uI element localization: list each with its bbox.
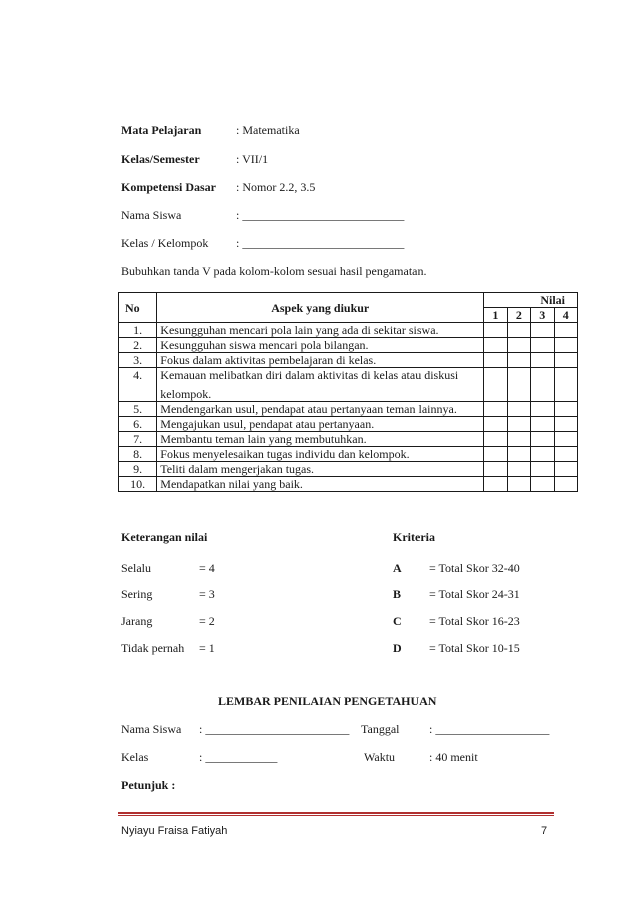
score-cell-4[interactable] (554, 477, 577, 492)
value-kelas-semester: : VII/1 (236, 152, 269, 166)
observation-table (118, 292, 578, 492)
row-no: 9. (119, 462, 157, 477)
petunjuk-label: Petunjuk : (121, 778, 176, 792)
row-no: 10. (119, 477, 157, 492)
value-kompetensi-dasar: : Nomor 2.2, 3.5 (236, 180, 316, 194)
lembar-tanggal-value: : ___________________ (429, 722, 550, 736)
lembar-tanggal-label: Tanggal (361, 722, 400, 736)
header-nilai-1: 1 (484, 308, 507, 323)
row-no: 6. (119, 417, 157, 432)
score-cell-3[interactable] (531, 417, 554, 432)
score-cell-1[interactable] (484, 353, 507, 368)
score-cell-3[interactable] (531, 432, 554, 447)
score-cell-3[interactable] (531, 323, 554, 338)
score-cell-4[interactable] (554, 447, 577, 462)
score-cell-2[interactable] (507, 447, 530, 462)
row-aspek: Teliti dalam mengerjakan tugas. (157, 462, 484, 477)
score-cell-2[interactable] (507, 462, 530, 477)
row-aspek-line1: Kemauan melibatkan diri dalam aktivitas di kelas atau diskusi (160, 368, 459, 382)
table-row (119, 402, 578, 417)
kriteria-value-d: = Total Skor 10-15 (429, 641, 520, 655)
row-aspek: Mengajukan usul, pendapat atau pertanyaan. (157, 417, 484, 432)
kriteria-value-a: = Total Skor 32-40 (429, 561, 520, 575)
score-cell-4[interactable] (554, 323, 577, 338)
table-row (119, 447, 578, 462)
row-no: 3. (119, 353, 157, 368)
row-no: 5. (119, 402, 157, 417)
table-row (119, 353, 578, 368)
score-cell-2[interactable] (507, 432, 530, 447)
lembar-kelas-label: Kelas (121, 750, 149, 764)
row-no: 2. (119, 338, 157, 353)
score-cell-1[interactable] (484, 447, 507, 462)
header-no: No (119, 293, 157, 323)
keterangan-value-tidak-pernah: = 1 (199, 641, 215, 655)
footer-page-number: 7 (541, 825, 548, 837)
score-cell-1[interactable] (484, 323, 507, 338)
score-cell-3[interactable] (531, 447, 554, 462)
kriteria-grade-c: C (393, 614, 402, 628)
instruction-text: Bubuhkan tanda V pada kolom-kolom sesuai hasil pengamatan. (121, 264, 427, 278)
keterangan-label-jarang: Jarang (121, 614, 153, 628)
score-cell-2[interactable] (507, 368, 530, 402)
kriteria-grade-a: A (393, 561, 402, 575)
kriteria-grade-b: B (393, 587, 402, 601)
table-header-row (119, 293, 578, 308)
score-cell-2[interactable] (507, 353, 530, 368)
keterangan-value-sering: = 3 (199, 587, 215, 601)
lembar-kelas-value: : ____________ (199, 750, 278, 764)
label-nama-siswa: Nama Siswa (121, 208, 182, 222)
lembar-waktu-value: : 40 menit (429, 750, 478, 764)
row-aspek (157, 368, 484, 402)
row-no: 7. (119, 432, 157, 447)
keterangan-label-tidak-pernah: Tidak pernah (121, 641, 185, 655)
row-no: 8. (119, 447, 157, 462)
kriteria-value-b: = Total Skor 24-31 (429, 587, 520, 601)
table-row (119, 477, 578, 492)
footer-rule (118, 812, 554, 814)
score-cell-1[interactable] (484, 417, 507, 432)
keterangan-title: Keterangan nilai (121, 530, 208, 544)
value-kelas-kelompok: : ___________________________ (236, 236, 405, 250)
table-row (119, 462, 578, 477)
row-aspek: Membantu teman lain yang membutuhkan. (157, 432, 484, 447)
row-no: 1. (119, 323, 157, 338)
header-nilai-2: 2 (507, 308, 530, 323)
kriteria-value-c: = Total Skor 16-23 (429, 614, 520, 628)
score-cell-4[interactable] (554, 402, 577, 417)
score-cell-1[interactable] (484, 477, 507, 492)
lembar-nama-label: Nama Siswa (121, 722, 182, 736)
header-nilai: Nilai (484, 293, 578, 308)
keterangan-label-selalu: Selalu (121, 561, 151, 575)
header-nilai-3: 3 (531, 308, 554, 323)
score-cell-1[interactable] (484, 462, 507, 477)
score-cell-3[interactable] (531, 353, 554, 368)
label-kompetensi-dasar: Kompetensi Dasar (121, 180, 216, 194)
table-row (119, 417, 578, 432)
row-aspek: Mendengarkan usul, pendapat atau pertanyaan teman lainnya. (157, 402, 484, 417)
label-kelas-kelompok: Kelas / Kelompok (121, 236, 209, 250)
score-cell-4[interactable] (554, 368, 577, 402)
score-cell-4[interactable] (554, 353, 577, 368)
score-cell-1[interactable] (484, 338, 507, 353)
score-cell-3[interactable] (531, 338, 554, 353)
value-mata-pelajaran: : Matematika (236, 123, 300, 137)
score-cell-2[interactable] (507, 323, 530, 338)
score-cell-3[interactable] (531, 462, 554, 477)
score-cell-4[interactable] (554, 417, 577, 432)
score-cell-4[interactable] (554, 432, 577, 447)
score-cell-2[interactable] (507, 477, 530, 492)
header-nilai-4: 4 (554, 308, 577, 323)
header-aspek: Aspek yang diukur (157, 293, 484, 323)
table-row (119, 323, 578, 338)
row-aspek: Kesungguhan mencari pola lain yang ada di sekitar siswa. (157, 323, 484, 338)
keterangan-value-jarang: = 2 (199, 614, 215, 628)
row-no: 4. (119, 368, 157, 402)
score-cell-2[interactable] (507, 417, 530, 432)
lembar-title: LEMBAR PENILAIAN PENGETAHUAN (218, 694, 437, 708)
lembar-nama-value: : ________________________ (199, 722, 350, 736)
table-row (119, 368, 578, 402)
row-aspek: Mendapatkan nilai yang baik. (157, 477, 484, 492)
keterangan-label-sering: Sering (121, 587, 153, 601)
row-aspek: Fokus menyelesaikan tugas individu dan kelompok. (157, 447, 484, 462)
score-cell-4[interactable] (554, 462, 577, 477)
lembar-waktu-label: Waktu (364, 750, 396, 764)
footer-author: Nyiayu Fraisa Fatiyah (121, 825, 228, 837)
score-cell-3[interactable] (531, 368, 554, 402)
score-cell-3[interactable] (531, 402, 554, 417)
score-cell-2[interactable] (507, 402, 530, 417)
score-cell-2[interactable] (507, 338, 530, 353)
score-cell-1[interactable] (484, 368, 507, 402)
kriteria-grade-d: D (393, 641, 402, 655)
label-mata-pelajaran: Mata Pelajaran (121, 123, 202, 137)
table-row (119, 432, 578, 447)
score-cell-1[interactable] (484, 432, 507, 447)
score-cell-1[interactable] (484, 402, 507, 417)
score-cell-3[interactable] (531, 477, 554, 492)
footer-rule-thin (118, 815, 554, 816)
kriteria-title: Kriteria (393, 530, 435, 544)
score-cell-4[interactable] (554, 338, 577, 353)
value-nama-siswa: : ___________________________ (236, 208, 405, 222)
keterangan-value-selalu: = 4 (199, 561, 215, 575)
row-aspek: Kesungguhan siswa mencari pola bilangan. (157, 338, 484, 353)
row-aspek: Fokus dalam aktivitas pembelajaran di kelas. (157, 353, 484, 368)
row-aspek-line2: kelompok. (160, 387, 212, 401)
label-kelas-semester: Kelas/Semester (121, 152, 200, 166)
table-row (119, 338, 578, 353)
